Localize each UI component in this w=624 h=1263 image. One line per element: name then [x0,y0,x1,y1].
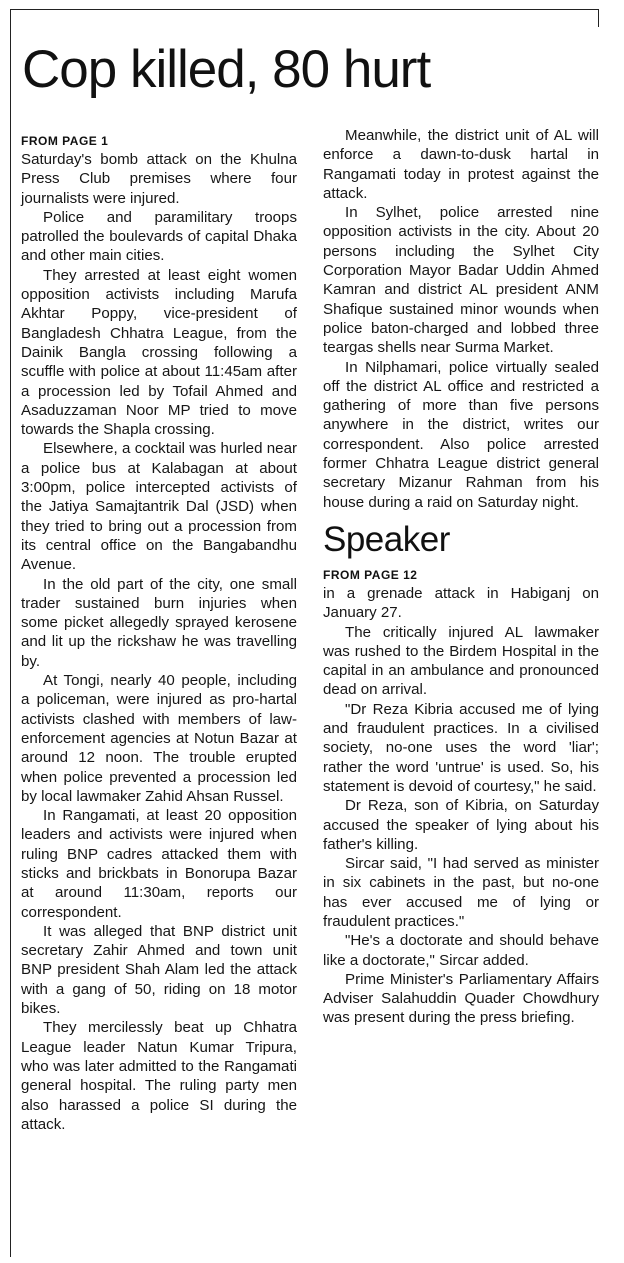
left-column-rule [10,9,11,1257]
story2-paragraph: "He's a doctorate and should behave like a doctorate," Sircar added. [323,932,599,969]
story2-kicker: FROM PAGE 12 [323,567,418,582]
story1-paragraph: They mercilessly beat up Chhatra League leader Natun Kumar Tripura, who was later admitted to the Rangamati general hospital. The ruling party men also harassed a police SI during the attack. [21,1019,297,1133]
story1-paragraph: In Nilphamari, police virtually sealed off the district AL office and restricted a gathering of more than five persons anywhere in the district, writes our correspondent. Also police arrested former Chhatra League district general secretary Mizanur Rahman from his house during a raid on Saturday night. [323,358,599,511]
story1-paragraph: Meanwhile, the district unit of AL will enforce a dawn-to-dusk hartal in Rangamati today in protest against the attack. [323,127,599,202]
story1-paragraph: At Tongi, nearly 40 people, including a policeman, were injured as pro-hartal activists clashed with members of law-enforcement agencies at Notun Bazar at around 12 noon. The trouble erupted when police prevented a procession led by local lawmaker Zahid Ahsan Russel. [21,672,297,805]
story2-paragraph: Prime Minister's Parliamentary Affairs Adviser Salahuddin Quader Chowdhury was present during the press briefing. [323,970,599,1027]
story2-paragraph: in a grenade attack in Habiganj on January 27. [323,584,599,622]
story2-paragraph: "Dr Reza Kibria accused me of lying and fraudulent practices. In a civilised society, no-one uses the word 'liar'; rather the word 'untrue' is used. So, his statement is devoid of courtesy," he said. [323,700,599,795]
top-rule [10,9,598,10]
right-corner-rule [598,9,599,27]
story1-paragraph: In Rangamati, at least 20 opposition leaders and activists were injured when ruling BNP cadres attacked them with sticks and brickbats in Bonorupa Bazar at around 11:30am, reports our correspondent. [21,807,297,921]
story1-paragraph: In the old part of the city, one small trader sustained burn injuries when some picket allegedly sprayed kerosene and lit up the rickshaw he was travelling by. [21,575,297,670]
left-column [21,132,297,1134]
right-column [323,126,599,1028]
story1-paragraph: Police and paramilitary troops patrolled the boulevards of capital Dhaka and other main cities. [21,208,297,265]
story2-paragraph: Sircar said, "I had served as minister in six cabinets in the past, but no-one has ever accused me of lying or fraudulent practices." [323,855,599,930]
headline: Cop killed, 80 hurt [22,40,431,99]
story2-paragraph: The critically injured AL lawmaker was rushed to the Birdem Hospital in the capital in an ambulance and pronounced dead on arrival. [323,623,599,699]
story1-paragraph: Elsewhere, a cocktail was hurled near a police bus at Kalabagan at about 3:00pm, police intercepted activists of the Jatiya Samajtantrik Dal (JSD) when they tried to bring out a procession from its central office on the Bangabandhu Avenue. [21,440,297,574]
story1-paragraph: Saturday's bomb attack on the Khulna Press Club premises where four journalists were injured. [21,151,297,207]
story1-paragraph: It was alleged that BNP district unit secretary Zahir Ahmed and town unit BNP president Shah Alam led the attack with a gang of 50, riding on 18 motor bikes. [21,922,297,1018]
story1-paragraph: They arrested at least eight women opposition activists including Marufa Akhtar Poppy, vice-president of Bangladesh Chhatra League, from the Dainik Bangla crossing following a scuffle with police at about 11:45am after a procession led by Tofail Ahmed and Asaduzzaman Noor MP tried to move towards the Shapla crossing. [21,266,297,439]
story1-paragraph: In Sylhet, police arrested nine opposition activists in the city. About 20 persons including the Sylhet City Corporation Mayor Badar Uddin Ahmed Kamran and district AL president ANM Shafique sustained minor wounds when police baton-charged and lobbed three teargas shells near Surma Market. [323,204,599,357]
story1-kicker: FROM PAGE 1 [21,134,109,148]
story2-paragraph: Dr Reza, son of Kibria, on Saturday accused the speaker of lying about his father's killing. [323,797,599,853]
story2-title: Speaker [323,519,450,559]
